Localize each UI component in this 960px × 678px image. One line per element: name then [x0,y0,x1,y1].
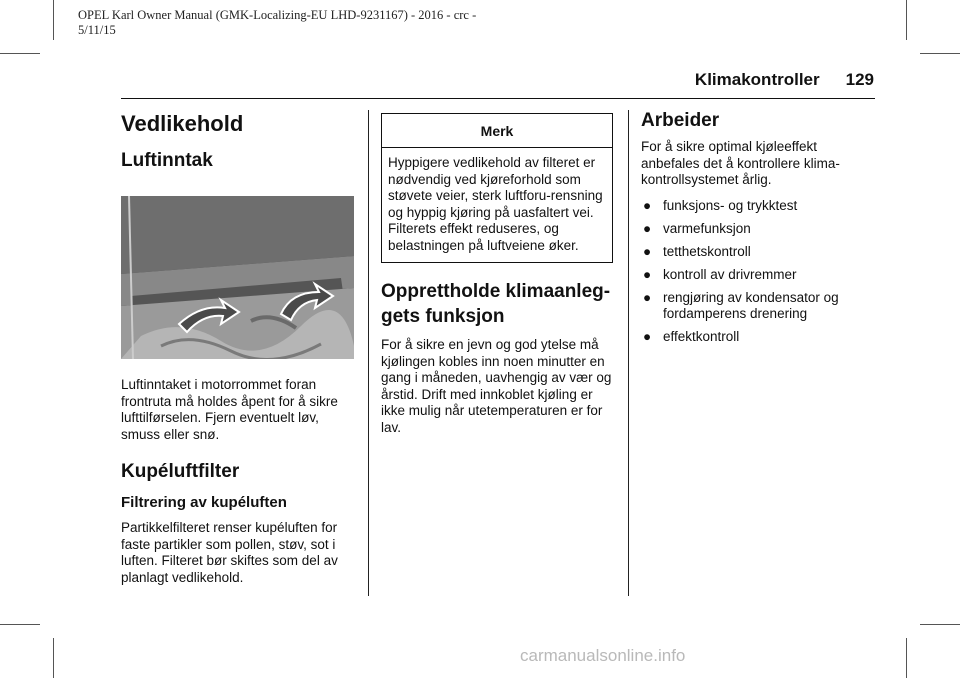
heading-line-2: gets funksjon [381,306,505,327]
column-divider [368,110,369,596]
work-item-list [641,198,875,346]
print-header [78,8,476,38]
list-item-text: varmefunksjon [663,220,751,236]
section-heading-cabin-filter: Kupéluftfilter [121,461,240,482]
crop-mark [53,0,54,40]
subheading-cabin-filtration: Filtrering av kupéluften [121,494,287,511]
bullet-icon: ● [643,329,652,344]
section-title: Klimakontroller [694,70,820,89]
cabin-filter-paragraph: Partikkelfilteret renser kupéluften for faste partikler som pollen, støv, sot i luften. Filteret bør skiftes som del av planlagt vedlikehold. [121,520,338,585]
column-divider [628,110,629,596]
section-heading-luftinntak: Luftinntak [121,150,213,171]
list-item [641,198,875,215]
chapter-title: Vedlikehold [121,111,244,136]
list-item-text: tetthetskontroll [663,243,751,259]
column-2 [381,108,615,436]
column-3 [641,108,875,352]
work-intro-paragraph: For å sikre optimal kjøleeffekt anbefales det å kontrollere klima-kontrollsystemet årlig. [641,139,840,187]
list-item [641,290,875,323]
list-item-text: kontroll av drivremmer [663,266,797,282]
note-title: Merk [382,114,612,148]
list-item-text: effektkontroll [663,329,740,344]
header-rule [121,98,875,99]
crop-mark [53,638,54,678]
crop-mark [920,53,960,54]
bullet-icon: ● [643,266,652,282]
note-body: Hyppigere vedlikehold av filteret er nødvendig ved kjøreforhold som støvete veier, sterk luftforu-rensning og hyppig kjøring på uasfaltert vei. Filterets effekt reduseres, og belastningen på luftveiene øker. [388,155,603,253]
section-heading-maintain-ac [381,279,615,329]
crop-mark [920,624,960,625]
column-1 [121,108,356,586]
list-item-text: funksjons- og trykktest [663,197,798,213]
list-item [641,244,875,261]
bullet-icon: ● [643,197,652,213]
page-header [0,70,874,90]
print-header-line1: OPEL Karl Owner Manual (GMK-Localizing-EU LHD-9231167) - 2016 - crc - [78,8,477,22]
print-header-line2: 5/11/15 [78,23,116,37]
section-heading-work: Arbeider [641,110,720,131]
list-item [641,329,875,346]
crop-mark [0,53,40,54]
crop-mark [0,624,40,625]
crop-mark [906,638,907,678]
air-intake-illustration [121,196,354,359]
page-number: 129 [845,70,874,89]
bullet-icon: ● [643,220,652,236]
heading-line-1: Opprettholde klimaanleg- [381,281,611,302]
list-item [641,221,875,238]
bullet-icon: ● [643,289,652,305]
list-item [641,267,875,284]
watermark: carmanualsonline.info [520,646,686,665]
maintain-ac-paragraph: For å sikre en jevn og god ytelse må kjølingen kobles inn noen minutter en gang i måneden, uavhengig av vær og årstid. Drift med innkoblet kjøling er ikke mulig når utetemperaturen er for lav. [381,337,612,435]
note-box [381,113,613,263]
air-intake-figure [121,196,354,359]
list-item-text: rengjøring av kondensator og fordamperens drenering [663,289,839,321]
bullet-icon: ● [643,243,652,259]
crop-mark [906,0,907,40]
air-intake-paragraph: Luftinntaket i motorrommet foran frontruta må holdes åpent for å sikre lufttilførselen. Fjern eventuelt løv, smuss eller snø. [121,377,338,442]
